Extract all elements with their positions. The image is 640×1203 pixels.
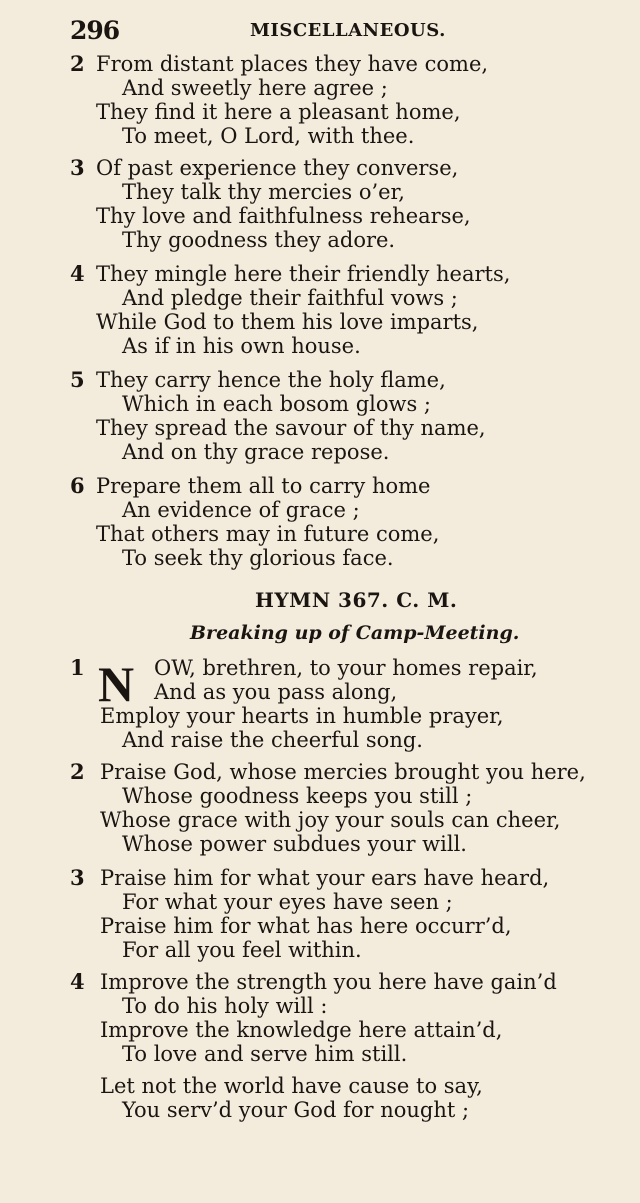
verse-line: Praise him for what has here occurr’d, [100, 914, 512, 938]
verse-line: An evidence of grace ; [122, 498, 360, 522]
hymn-subtitle: Breaking up of Camp-Meeting. [190, 622, 520, 644]
stanza-3 [70, 156, 630, 252]
stanza-number: 4 [70, 261, 85, 286]
verse-line: Improve the strength you here have gain’d [100, 970, 557, 994]
hymn-title: HYMN 367. C. M. [255, 588, 458, 612]
stanza-2-hymn-367 [70, 760, 630, 856]
verse-line: Improve the knowledge here attain’d, [100, 1018, 503, 1042]
stanza-1 [70, 656, 630, 752]
stanza-5-hymn-367 [70, 1074, 630, 1122]
verse-line: They find it here a pleasant home, [96, 100, 461, 124]
verse-line: Thy love and faithfulness rehearse, [96, 204, 471, 228]
verse-line: Which in each bosom glows ; [122, 392, 432, 416]
verse-line: And raise the cheerful song. [122, 728, 423, 752]
stanza-number: 3 [70, 155, 85, 180]
verse-line: You serv’d your God for nought ; [122, 1098, 470, 1122]
verse-line: To do his holy will : [122, 994, 328, 1018]
page-header [70, 16, 630, 46]
stanza-number: 6 [70, 473, 85, 498]
stanza-number: 4 [70, 969, 85, 994]
stanza-4 [70, 262, 630, 358]
stanza-6 [70, 474, 630, 570]
stanza-3-hymn-367 [70, 866, 630, 962]
stanza-number: 5 [70, 367, 85, 392]
verse-line: Let not the world have cause to say, [100, 1074, 483, 1098]
stanza-number: 2 [70, 51, 85, 76]
verse-line: While God to them his love imparts, [96, 310, 479, 334]
verse-line: They carry hence the holy flame, [96, 368, 446, 392]
verse-line: To meet, O Lord, with thee. [122, 124, 415, 148]
verse-line: For what your eyes have seen ; [122, 890, 453, 914]
stanza-2 [70, 52, 630, 148]
verse-line: Thy goodness they adore. [122, 228, 396, 252]
verse-line: Praise him for what your ears have heard, [100, 866, 550, 890]
verse-line: To seek thy glorious face. [122, 546, 394, 570]
verse-line: Whose power subdues your will. [122, 832, 467, 856]
verse-line: And on thy grace repose. [122, 440, 390, 464]
verse-line: They mingle here their friendly hearts, [96, 262, 511, 286]
verse-line: For all you feel within. [122, 938, 362, 962]
page-number: 296 [70, 16, 120, 45]
verse-line: From distant places they have come, [96, 52, 489, 76]
stanza-4-hymn-367 [70, 970, 630, 1066]
running-head: MISCELLANEOUS. [250, 20, 446, 41]
verse-line: Praise God, whose mercies brought you here, [100, 760, 586, 784]
verse-line: Whose goodness keeps you still ; [122, 784, 473, 808]
stanza-number: 1 [70, 655, 85, 680]
verse-line: Employ your hearts in humble prayer, [100, 704, 504, 728]
verse-line: To love and serve him still. [122, 1042, 408, 1066]
verse-line: That others may in future come, [96, 522, 440, 546]
verse-line: OW, brethren, to your homes repair, [154, 656, 538, 680]
stanza-number: 2 [70, 759, 85, 784]
verse-line: They talk thy mercies o’er, [122, 180, 405, 204]
verse-line: And as you pass along, [154, 680, 398, 704]
verse-line: Of past experience they converse, [96, 156, 459, 180]
stanza-5 [70, 368, 630, 464]
verse-line: And sweetly here agree ; [122, 76, 388, 100]
verse-line: Whose grace with joy your souls can cheer, [100, 808, 561, 832]
verse-line: And pledge their faithful vows ; [122, 286, 458, 310]
verse-line: They spread the savour of thy name, [96, 416, 486, 440]
drop-cap: N [98, 656, 135, 712]
verse-line: As if in his own house. [122, 334, 361, 358]
verse-line: Prepare them all to carry home [96, 474, 431, 498]
stanza-number: 3 [70, 865, 85, 890]
